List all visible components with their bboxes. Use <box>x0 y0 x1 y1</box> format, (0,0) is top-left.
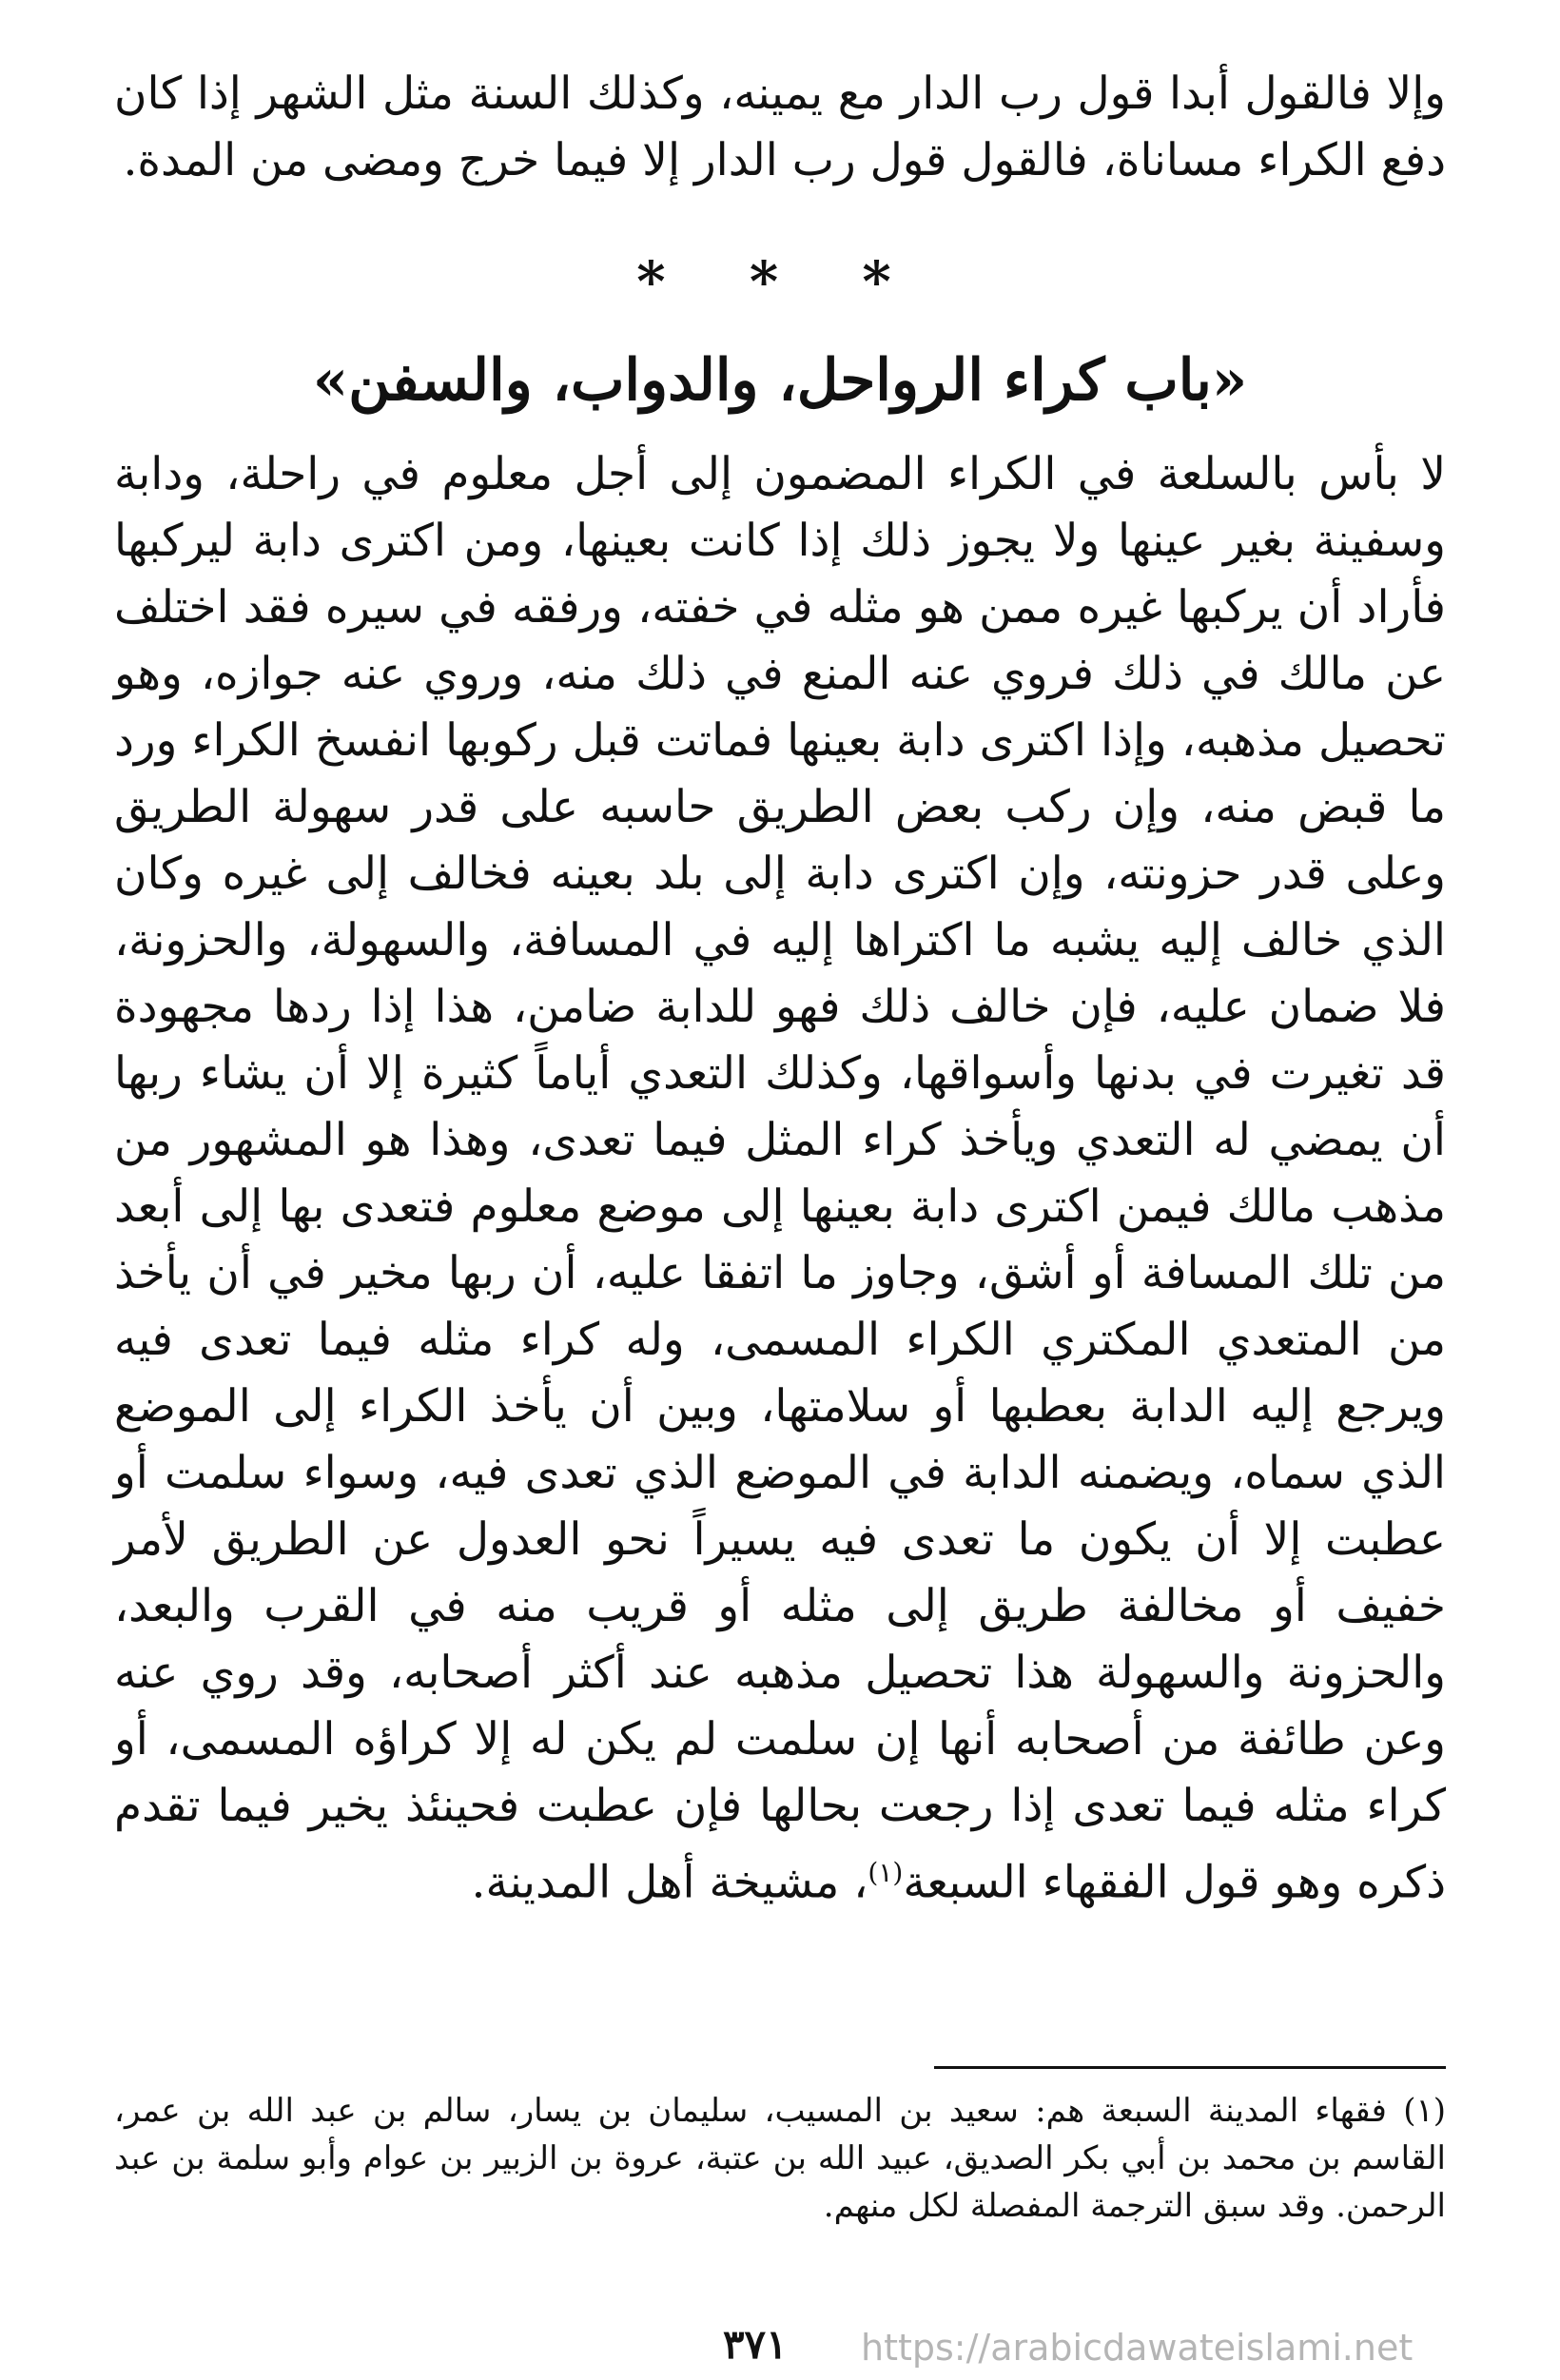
footnote-divider <box>934 2066 1446 2069</box>
page-footer <box>0 2321 1560 2370</box>
body-text-block <box>114 441 1446 1917</box>
body-paragraph-ending: ، مشيخة أهل المدينة. <box>471 1856 868 1909</box>
footnote-block <box>114 2087 1446 2230</box>
intro-paragraph-block <box>114 61 1446 194</box>
page-number: ٣٧١ <box>723 2321 788 2368</box>
footnote-text: (١) فقهاء المدينة السبعة هم: سعيد بن المسيب، سليمان بن يسار، سالم بن عبد الله بن عمر، القاسم بن محمد بن أبي بكر الصديق، عبيد الله بن عتبة، عروة بن الزبير بن عوام وأبو سلمة بن عبد الرحمن. وقد سبق الترجمة المفصلة لكل منهم. <box>114 2092 1446 2225</box>
intro-paragraph: وإلا فالقول أبدا قول رب الدار مع يمينه، وكذلك السنة مثل الشهر إذا كان دفع الكراء مساناة، فالقول قول رب الدار إلا فيما خرج ومضى من المدة. <box>114 68 1446 186</box>
body-paragraph-text: لا بأس بالسلعة في الكراء المضمون إلى أجل معلوم في راحلة، ودابة وسفينة بغير عينها ولا يجوز ذلك إذا كانت بعينها، ومن اكترى دابة ليركبها فأراد أن يركبها غيره ممن هو مثله في خفته، ورفقه في سيره فقد اختلف عن مالك في ذلك فروي عنه المنع في ذلك منه، وروي عنه جوازه، وهو تحصيل مذهبه، وإذا اكترى دابة بعينها فماتت قبل ركوبها انفسخ الكراء ورد ما قبض منه، وإن ركب بعض الطريق حاسبه على قدر سهولة الطريق وعلى قدر حزونته، وإن اكترى دابة إلى بلد بعينه فخالف إلى غيره وكان الذي خالف إليه يشبه ما اكتراها إليه في المسافة، والسهولة، والحزونة، فلا ضمان عليه، فإن خالف ذلك فهو للدابة ضامن، هذا إذا ردها مجهودة قد تغيرت في بدنها وأسواقها، وكذلك التعدي أياماً كثيرة إلا أن يشاء ربها أن يمضي له التعدي ويأخذ كراء المثل فيما تعدى، وهذا هو المشهور من مذهب مالك فيمن اكترى دابة بعينها إلى موضع معلوم فتعدى بها إلى أبعد من تلك المسافة أو أشق، وجاوز ما اتفقا عليه، أن ربها مخير في أن يأخذ من المتعدي المكتري الكراء المسمى، وله كراء مثله فيما تعدى فيه ويرجع إليه الدابة بعطبها أو سلامتها، وبين أن يأخذ الكراء إلى الموضع الذي سماه، ويضمنه الدابة في الموضع الذي تعدى فيه، وسواء سلمت أو عطبت إلا أن يكون ما تعدى فيه يسيراً نحو العدول عن الطريق لأمر خفيف أو مخالفة طريق إلى مثله أو قريب منه في القرب والبعد، والحزونة والسهولة هذا تحصيل مذهبه عند أكثر أصحابه، وقد روي عنه وعن طائفة من أصحابه أنها إن سلمت لم يكن له إلا كراؤه المسمى، أو كراء مثله فيما تعدى إذا رجعت بحالها فإن عطبت فحينئذ يخير فيما تقدم ذكره وهو قول الفقهاء السبعة <box>114 448 1446 1909</box>
body-paragraph <box>114 441 1446 1917</box>
footnote-reference[interactable]: (١) <box>868 1857 904 1888</box>
watermark-url: https://arabicdawateislami.net <box>861 2327 1414 2369</box>
section-separator: * * * <box>636 249 924 314</box>
chapter-title: «باب كراء الرواحل، والدواب، والسفن» <box>312 347 1248 414</box>
